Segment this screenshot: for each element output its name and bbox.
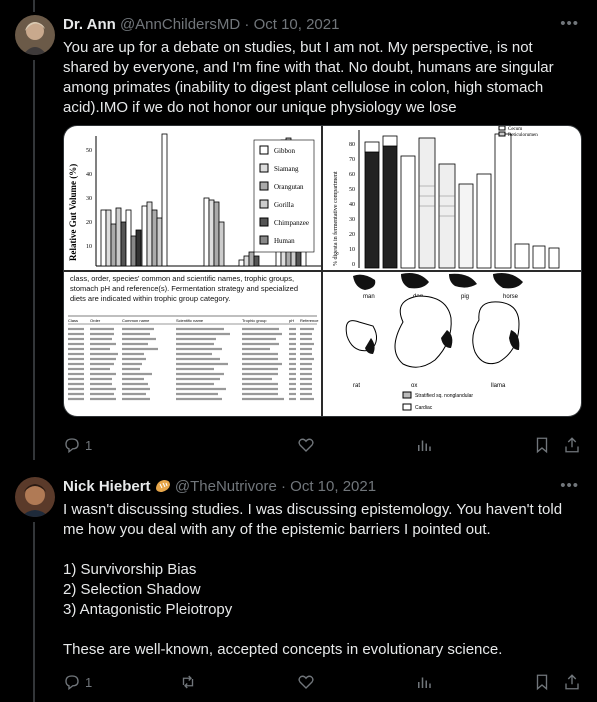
tweet-paragraph-2: These are well-known, accepted concepts in evolutionary science.: [63, 641, 503, 658]
views-icon: [415, 673, 433, 691]
anatomy-legend-stratified: Stratified sq. nonglandular: [415, 393, 474, 399]
tweet-body: You are up for a debate on studies, but I am not. My perspective, is not shared by everyone, and I'm fine with that. No doubt, humans are singular among primates (inability to digest plant cellulose in colon, high stomach acid).IMO if we do not honor our unique physiology we lose: [63, 39, 554, 116]
bookmark-button[interactable]: [533, 672, 551, 692]
label-llama: llama: [491, 383, 506, 389]
bookmark-button[interactable]: [533, 435, 551, 455]
col-order: Order: [90, 318, 101, 323]
legend-siamang: Siamang: [274, 165, 299, 173]
share-button[interactable]: [563, 672, 581, 692]
tweet-actions: [63, 672, 583, 692]
col-reference: Reference: [300, 318, 319, 323]
views-icon: [415, 436, 433, 454]
tweet-paragraph-1: I wasn't discussing studies. I was discussing epistemology. You haven't told me how you deal with any of the epistemic barriers I pointed out.: [63, 501, 563, 538]
anatomy-legend-cardiac: Cardiac: [415, 405, 433, 411]
author-handle[interactable]: @TheNutrivore: [174, 478, 277, 495]
table-caption: class, order, species' common and scientific names, trophic groups, stomach pH and reference(s). Fermentation strategy and specialized diets are indicated within trophic group category.: [70, 274, 299, 303]
legend-gorilla: Gorilla: [274, 201, 294, 209]
bread-emoji-icon: [155, 479, 171, 493]
digesta-ytick-0: 0: [352, 262, 355, 268]
retweet-button[interactable]: [179, 672, 197, 692]
list-item-selection-shadow: 2) Selection Shadow: [63, 581, 201, 598]
like-button[interactable]: [297, 435, 315, 455]
digesta-ylabel: % digesta in fermentative compartment: [333, 171, 339, 266]
col-class: Class: [68, 318, 79, 323]
tweet-text: [63, 38, 578, 118]
digesta-ytick-30: 30: [349, 217, 355, 223]
digesta-ytick-80: 80: [349, 142, 355, 148]
like-button[interactable]: [297, 672, 315, 692]
chart-ytick-1: 50: [86, 148, 92, 154]
digesta-ytick-70: 70: [349, 157, 355, 163]
list-item-antagonistic-pleiotropy: 3) Antagonistic Pleiotropy: [63, 601, 233, 618]
reply-icon: [63, 673, 81, 691]
thread-line-top: [33, 0, 35, 12]
label-ox: ox: [411, 383, 418, 389]
label-man: man: [363, 294, 375, 300]
bookmark-icon: [533, 436, 551, 454]
avatar-nick-hiebert[interactable]: [15, 477, 55, 517]
label-horse: horse: [503, 294, 519, 300]
digesta-ytick-50: 50: [349, 187, 355, 193]
author-name[interactable]: Dr. Ann: [63, 16, 116, 33]
author-name[interactable]: Nick Hiebert: [63, 478, 151, 495]
tweet-text: [63, 500, 578, 660]
reply-count: 1: [85, 674, 93, 690]
legend-orangutan: Orangutan: [274, 183, 304, 191]
chart-ytick-3: 30: [86, 196, 92, 202]
heart-icon: [297, 436, 315, 454]
tweet-header: [63, 15, 339, 35]
digesta-ytick-10: 10: [349, 247, 355, 253]
tweet-dr-ann[interactable]: [0, 15, 597, 455]
tweet-actions: [63, 435, 583, 455]
chart-ytick-2: 40: [86, 172, 92, 178]
media-gut-volume-chart[interactable]: [64, 126, 321, 270]
chart-legend: [254, 140, 314, 252]
views-button[interactable]: [415, 672, 433, 692]
separator-dot: ·: [281, 478, 286, 495]
col-trophic-group: Trophic group: [242, 318, 267, 323]
views-button[interactable]: [415, 435, 433, 455]
chart-ytick-5: 10: [86, 244, 92, 250]
share-icon: [563, 436, 581, 454]
chart-ytick-4: 20: [86, 220, 92, 226]
digesta-ytick-40: 40: [349, 202, 355, 208]
col-scientific-name: Scientific name: [176, 318, 204, 323]
label-rat: rat: [353, 383, 361, 389]
digesta-ytick-20: 20: [349, 232, 355, 238]
table-rows: [68, 329, 314, 399]
reply-icon: [63, 436, 81, 454]
separator-dot: ·: [244, 16, 250, 33]
more-options-icon[interactable]: •••: [560, 15, 579, 32]
digesta-ytick-60: 60: [349, 172, 355, 178]
reply-count: 1: [85, 437, 93, 453]
list-item-survivorship-bias: 1) Survivorship Bias: [63, 561, 197, 578]
tweet-header: [63, 477, 376, 497]
avatar-dr-ann[interactable]: [15, 15, 55, 55]
media-stomach-anatomy[interactable]: [323, 272, 581, 416]
legend-human: Human: [274, 237, 295, 245]
digesta-legend-reticulorumen: Reticulorumen: [508, 133, 538, 138]
tweet-date[interactable]: Oct 10, 2021: [290, 478, 377, 495]
reply-button[interactable]: [63, 672, 92, 692]
digesta-legend-cecum: Cecum: [508, 127, 523, 132]
more-options-icon[interactable]: •••: [560, 477, 579, 494]
share-button[interactable]: [563, 435, 581, 455]
tweet-media-grid[interactable]: [63, 125, 582, 417]
heart-icon: [297, 673, 315, 691]
legend-chimpanzee: Chimpanzee: [274, 219, 309, 227]
col-ph: pH: [289, 318, 295, 323]
tweet-date[interactable]: Oct 10, 2021: [253, 16, 340, 33]
reply-button[interactable]: [63, 435, 92, 455]
share-icon: [563, 673, 581, 691]
media-digesta-chart[interactable]: [323, 126, 581, 270]
chart-ylabel: Relative Gut Volume (%): [68, 163, 78, 261]
author-handle[interactable]: @AnnChildersMD: [119, 16, 241, 33]
label-pig: pig: [461, 294, 470, 300]
legend-gibbon: Gibbon: [274, 147, 295, 155]
col-common-name: Common name: [122, 318, 150, 323]
media-ph-table[interactable]: [64, 272, 321, 416]
retweet-icon: [179, 673, 197, 691]
bookmark-icon: [533, 673, 551, 691]
tweet-nick-hiebert[interactable]: [0, 477, 597, 702]
